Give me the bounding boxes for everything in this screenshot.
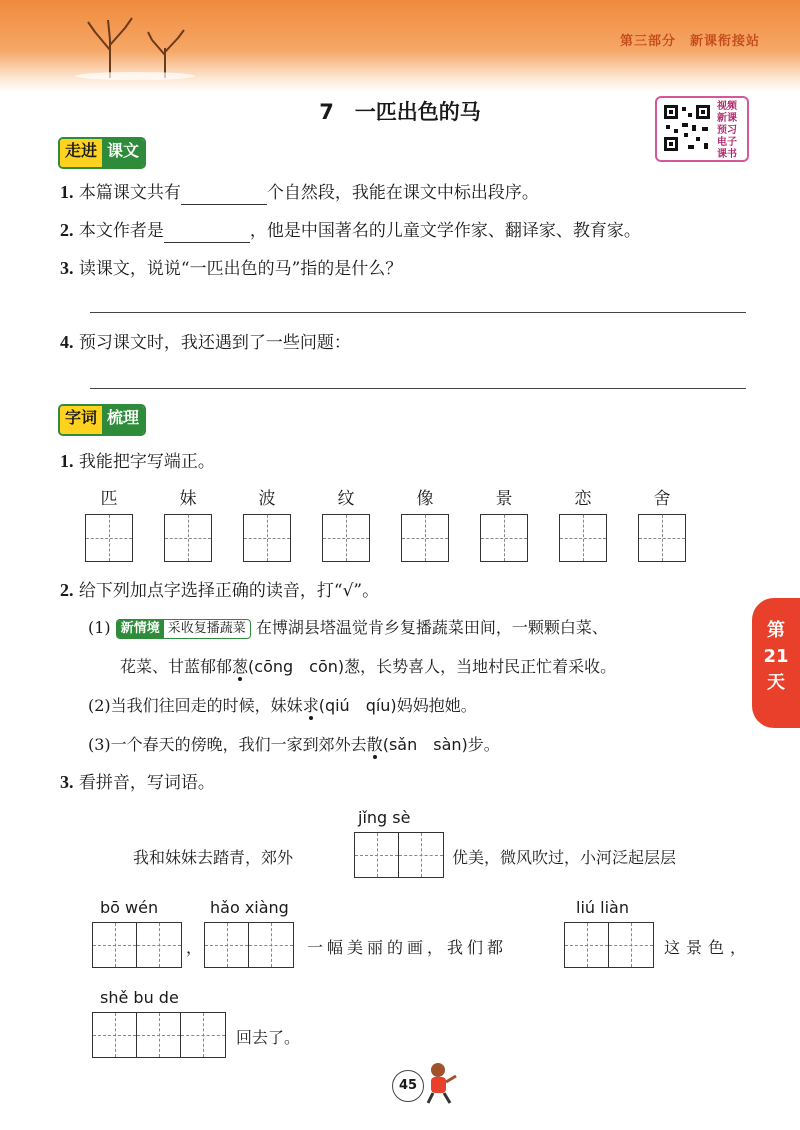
day-side-tab: 第 21 天: [752, 598, 800, 728]
tianzige-box[interactable]: [85, 514, 133, 562]
context-tag: 新情境 采收复播蔬菜: [116, 619, 251, 639]
pronunciation-item-2: (2)当我们往回走的时候，妹妹求(qiú qíu)妈妈抱她。: [88, 696, 477, 715]
pinyin-bowen: bō wén: [100, 898, 159, 917]
grid-cell[interactable]: [399, 833, 443, 877]
grid-cell[interactable]: [93, 923, 137, 967]
answer-grid-liulian[interactable]: [564, 922, 654, 968]
practice-character: 匹: [100, 489, 118, 509]
dotted-char: 散: [366, 735, 383, 754]
tianzige-box[interactable]: [322, 514, 370, 562]
vocab-question-2: 2. 给下列加点字选择正确的读音，打“√”。: [60, 580, 380, 601]
character-writing-grid: [85, 484, 705, 564]
fill-line-2-suffix: 这景色，: [664, 938, 753, 957]
pinyin-liulian: liú liàn: [576, 898, 629, 917]
question-1-paragraph-count: 1. 本篇课文共有 个自然段，我能在课文中标出段序。: [60, 182, 539, 203]
tianzige-box[interactable]: [638, 514, 686, 562]
practice-character: 波: [258, 489, 276, 509]
vocab-question-3: 3. 看拼音，写词语。: [60, 772, 215, 793]
tianzige-box[interactable]: [559, 514, 607, 562]
answer-grid-jingse[interactable]: [354, 832, 444, 878]
fill-line-1-prefix: 我和妹妹去踏青，郊外: [133, 848, 294, 867]
section-header-title: 第三部分 新课衔接站: [619, 34, 760, 49]
tree-decoration-icon: [70, 10, 200, 80]
author-blank[interactable]: [164, 224, 250, 243]
pinyin-jingse: jǐng sè: [358, 808, 411, 827]
fill-line-2-middle: 一幅美丽的画，我们都: [307, 938, 508, 957]
pronunciation-item-1-line-2: 花菜、甘蓝郁郁葱(cōng cōn)葱，长势喜人，当地村民正忙着采收。: [120, 657, 617, 676]
section-badge-reading: 走进 课文: [58, 137, 146, 169]
fill-line-1-suffix: 优美，微风吹过，小河泛起层层: [452, 848, 677, 867]
qr-code-icon: [662, 103, 712, 153]
paragraph-count-blank[interactable]: [181, 186, 267, 205]
pinyin-choice[interactable]: (sǎn sàn): [382, 735, 468, 754]
pinyin-choice[interactable]: (qiú qíu): [318, 696, 397, 715]
grid-cell[interactable]: [205, 923, 249, 967]
practice-character: 景: [495, 489, 513, 509]
grid-cell[interactable]: [249, 923, 293, 967]
question-3-meaning: 3. 读课文，说说“一匹出色的马”指的是什么？: [60, 258, 403, 279]
answer-grid-bowen[interactable]: [92, 922, 182, 968]
page-number: 45: [392, 1070, 424, 1102]
practice-character: 像: [416, 489, 434, 509]
practice-character: 舍: [653, 489, 671, 509]
tianzige-box[interactable]: [164, 514, 212, 562]
pronunciation-item-3: (3)一个春天的傍晚，我们一家到郊外去散(sǎn sàn)步。: [88, 735, 500, 754]
grid-cell[interactable]: [355, 833, 399, 877]
vocab-question-1: 1. 我能把字写端正。: [60, 451, 215, 472]
dotted-char: 葱: [232, 657, 249, 676]
lesson-title: 7 一匹出色的马: [319, 100, 481, 124]
comma-separator: ，: [186, 938, 203, 957]
pinyin-shebude: shě bu de: [100, 988, 179, 1007]
practice-character: 纹: [337, 489, 355, 509]
practice-character: 妹: [179, 489, 197, 509]
question-4-problems: 4. 预习课文时，我还遇到了一些问题：: [60, 332, 351, 353]
tianzige-box[interactable]: [401, 514, 449, 562]
practice-character: 恋: [574, 489, 592, 509]
fill-line-3-suffix: 回去了。: [236, 1028, 301, 1047]
question-2-author: 2. 本文作者是 ，他是中国著名的儿童文学作家、翻译家、教育家。: [60, 220, 641, 241]
pinyin-choice[interactable]: (cōng cōn): [248, 657, 345, 676]
grid-cell[interactable]: [137, 923, 181, 967]
grid-cell[interactable]: [565, 923, 609, 967]
grid-cell[interactable]: [609, 923, 653, 967]
answer-grid-shebude[interactable]: [92, 1012, 226, 1058]
answer-line-3[interactable]: [90, 312, 746, 313]
page-header-banner: [0, 0, 800, 92]
tianzige-box[interactable]: [480, 514, 528, 562]
section-badge-vocabulary: 字词 梳理: [58, 404, 146, 436]
grid-cell[interactable]: [137, 1013, 181, 1057]
pronunciation-item-1: (1) 新情境 采收复播蔬菜 在博湖县塔温觉肯乡复播蔬菜田间，一颗颗白菜、: [88, 618, 608, 637]
qr-code-panel[interactable]: [655, 96, 749, 162]
grid-cell[interactable]: [93, 1013, 137, 1057]
pinyin-haoxiang: hǎo xiàng: [210, 898, 289, 917]
answer-grid-haoxiang[interactable]: [204, 922, 294, 968]
tianzige-box[interactable]: [243, 514, 291, 562]
mascot-icon: [420, 1060, 460, 1105]
grid-cell[interactable]: [181, 1013, 225, 1057]
dotted-char: 求: [302, 696, 319, 715]
qr-label: 视频新课预习电子课书: [717, 101, 737, 160]
answer-line-4[interactable]: [90, 388, 746, 389]
